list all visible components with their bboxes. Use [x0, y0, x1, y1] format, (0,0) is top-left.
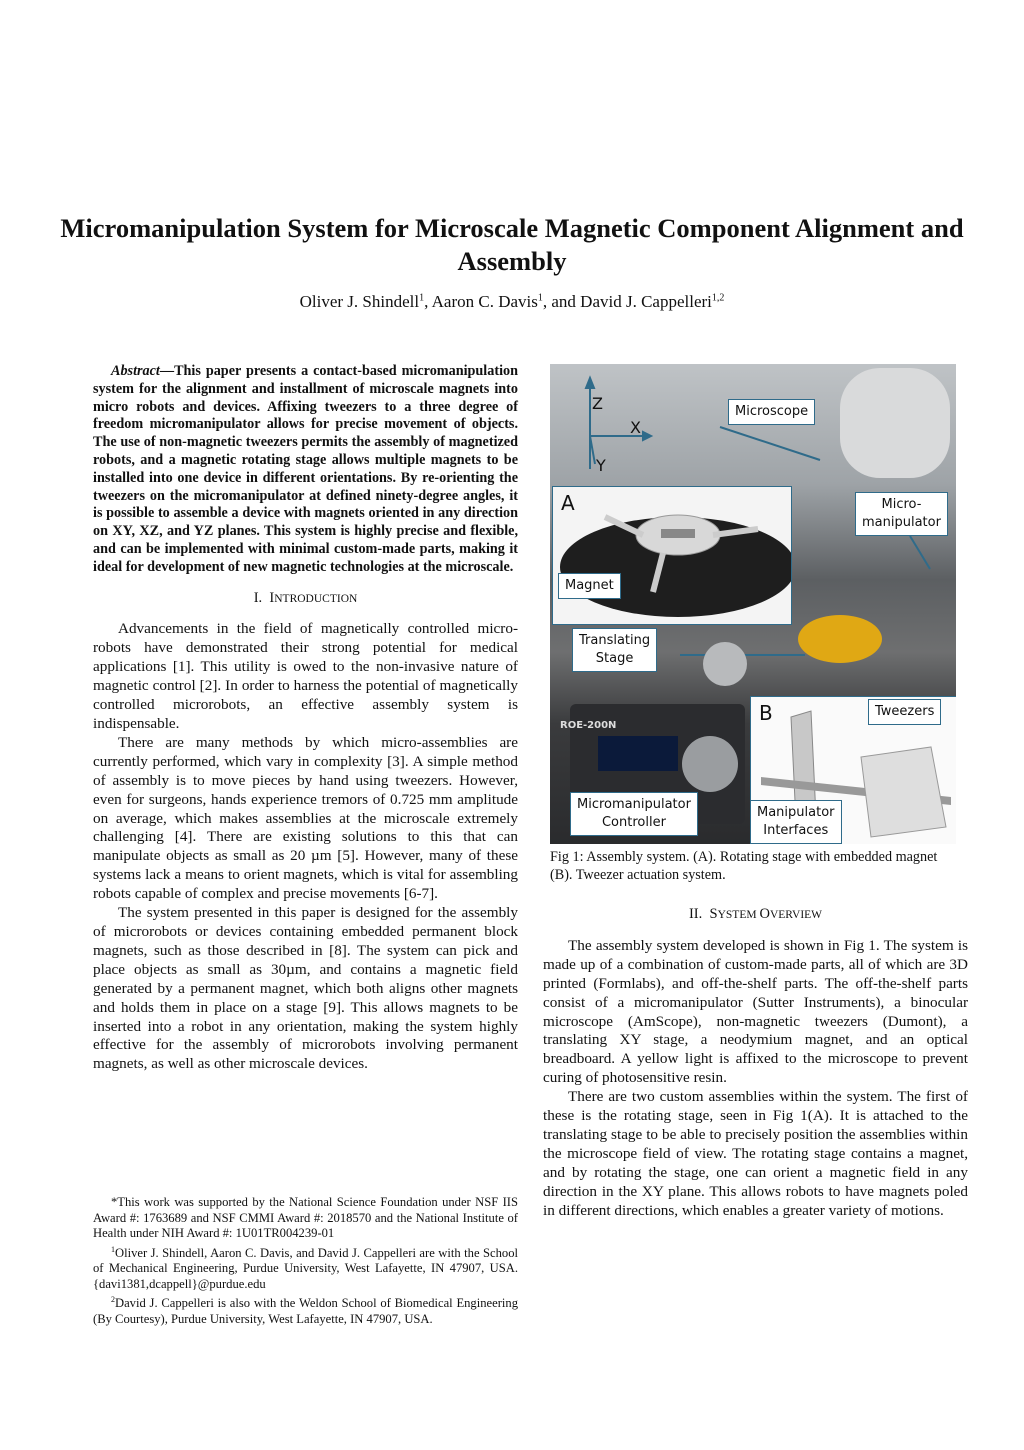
- author-list: [60, 292, 964, 312]
- rotating-stage-render: [553, 487, 791, 624]
- paragraph: There are many methods by which micro-assemblies are currently performed, which vary in complexity [3]. A simple method of assembly is to move pieces by hand using tweezers. However, even for surgeons, hands experience tremors of 0.725 mm amplitude on average, which makes assemblies at the microscale extremely challenging [4]. There are existing solutions to this that can manipulate objects as small as 20 µm [5]. However, many of these systems lack a means to orient magnets, which is vital for assembling robots capable of complex and precise movements [6-7].: [93, 733, 518, 903]
- left-column: [93, 363, 518, 1074]
- footnote: $^1$Oliver J. Shindell, Aaron C. Davis, and David J. Cappelleri are with the School of Mechanical Engineering, Purdue University, West Lafayette, IN 47907, USA. {davi1381,dcappell}@purdue.edu: [93, 1244, 518, 1291]
- paragraph: Advancements in the field of magnetically controlled micro-robots have demonstrated their strong potential for medical applications [1]. This utility is owed to the non-invasive nature of magnetic control [2]. In order to harness the potential of magnetically controlled microrobots, an effective assembly system is indispensable.: [93, 620, 518, 732]
- label-micromanipulator: Micro- manipulator: [855, 492, 948, 536]
- figure-assembly-system-photo: [550, 364, 956, 844]
- footnote: *This work was supported by the National Science Foundation under NSF IIS Award #: 1763689 and NSF CMMI Award #: 2018570 and the National Institute of Health under NIH Award #: 1U01TR004239-01: [93, 1195, 518, 1240]
- affiliation-mark: 1: [419, 292, 425, 304]
- label-magnet: Magnet: [558, 573, 621, 599]
- z-axis-label: Z: [592, 394, 603, 413]
- footnotes: [93, 1195, 518, 1327]
- right-column: [543, 905, 968, 1221]
- label-microscope: Microscope: [728, 399, 815, 425]
- abstract-label: Abstract: [111, 363, 160, 379]
- section-heading-introduction: I. INTRODUCTION: [253, 589, 358, 606]
- label-translating-stage: Translating Stage: [572, 628, 657, 672]
- label-tweezers: Tweezers: [868, 699, 941, 725]
- abstract: [93, 363, 518, 577]
- label-manipulator-interfaces: Manipulator Interfaces: [750, 800, 842, 844]
- paragraph: The assembly system developed is shown in Fig 1. The system is made up of a combination of custom-made parts, all of which are 3D printed (Formlabs), and off-the-shelf parts. The off-the-shelf parts consist of a micromanipulator (Sutter Instruments), a binocular microscope (AmScope), non-magnetic tweezers (Dumont), a translating XY stage, a neodymium magnet, and an optical breadboard. A yellow light is affixed to the microscope to prevent curing of photosensitive resin.: [543, 936, 968, 1087]
- author-name: Oliver J. Shindell: [299, 292, 420, 311]
- controller-model-text: ROE-200N: [560, 720, 617, 731]
- paragraph: There are two custom assemblies within the system. The first of these is the rotating stage, seen in Fig 1(A). It is attached to the translating stage to be able to precisely position the assemblies within the microscope field of view. The rotating stage contains a magnet, and by rotating the stage, one can orient a magnetic field in any direction in the XY plane. This allows robots to have magnets poled in different directions, which enables a greater variety of motions.: [543, 1088, 968, 1219]
- abstract-text: —This paper presents a contact-based micromanipulation system for the alignment and installment of microscale magnets into micro robots and devices. Affixing tweezers to a three degree of freedom micromanipulator allows for precise movement of objects. The use of non-magnetic tweezers permits the assembly of magnetized robots, and a magnetic rotating stage allows multiple magnets to be installed into one device in different orientations. By re-orienting the tweezers on the micromanipulator at defined ninety-degree angles, it is possible to assemble a device with magnets oriented in any direction on XY, XZ, and YZ planes. This system is highly precise and flexible, and can be implemented with minimal custom-made parts, making it ideal for development of new magnetic technologies at the microscale.: [93, 363, 518, 575]
- affiliation-mark: 1: [537, 292, 543, 304]
- panel-label-a: A: [561, 491, 575, 515]
- section-heading-system-overview: II. SYSTEM OVERVIEW: [688, 906, 823, 922]
- panel-a-rotating-stage: [552, 486, 792, 625]
- paper-title: Micromanipulation System for Microscale Magnetic Component Alignment and Assembly: [60, 213, 964, 276]
- footnote: $^2$David J. Cappelleri is also with the Weldon School of Biomedical Engineering (By Courtesy), Purdue University, West Lafayette, IN 47907, USA.: [93, 1295, 518, 1326]
- separator: , and: [542, 292, 581, 311]
- author-name: David J. Cappelleri: [580, 292, 712, 311]
- author-name: Aaron C. Davis: [431, 292, 538, 311]
- panel-label-b: B: [759, 701, 773, 725]
- x-axis-label: X: [630, 418, 641, 437]
- paragraph: The system presented in this paper is designed for the assembly of microrobots or devices containing embedded permanent block magnets, such as those described in [8]. The system can pick and place objects as small as 30µm, and contains a magnetic field generated by a permanent magnet, which both aligns other magnets and holds them in place on a stage [9]. This allows magnets to be inserted into a robot in any orientation, making the system highly effective for the assembly of microrobots involving permanent magnets, as well as other microscale devices.: [93, 904, 518, 1073]
- affiliation-mark: 1,2: [711, 292, 725, 304]
- y-axis-label: Y: [596, 456, 606, 475]
- figure-caption: Fig 1: Assembly system. (A). Rotating stage with embedded magnet (B). Tweezer actuation system.: [550, 849, 938, 883]
- label-micromanipulator-controller: Micromanipulator Controller: [570, 792, 698, 836]
- separator: ,: [424, 292, 432, 311]
